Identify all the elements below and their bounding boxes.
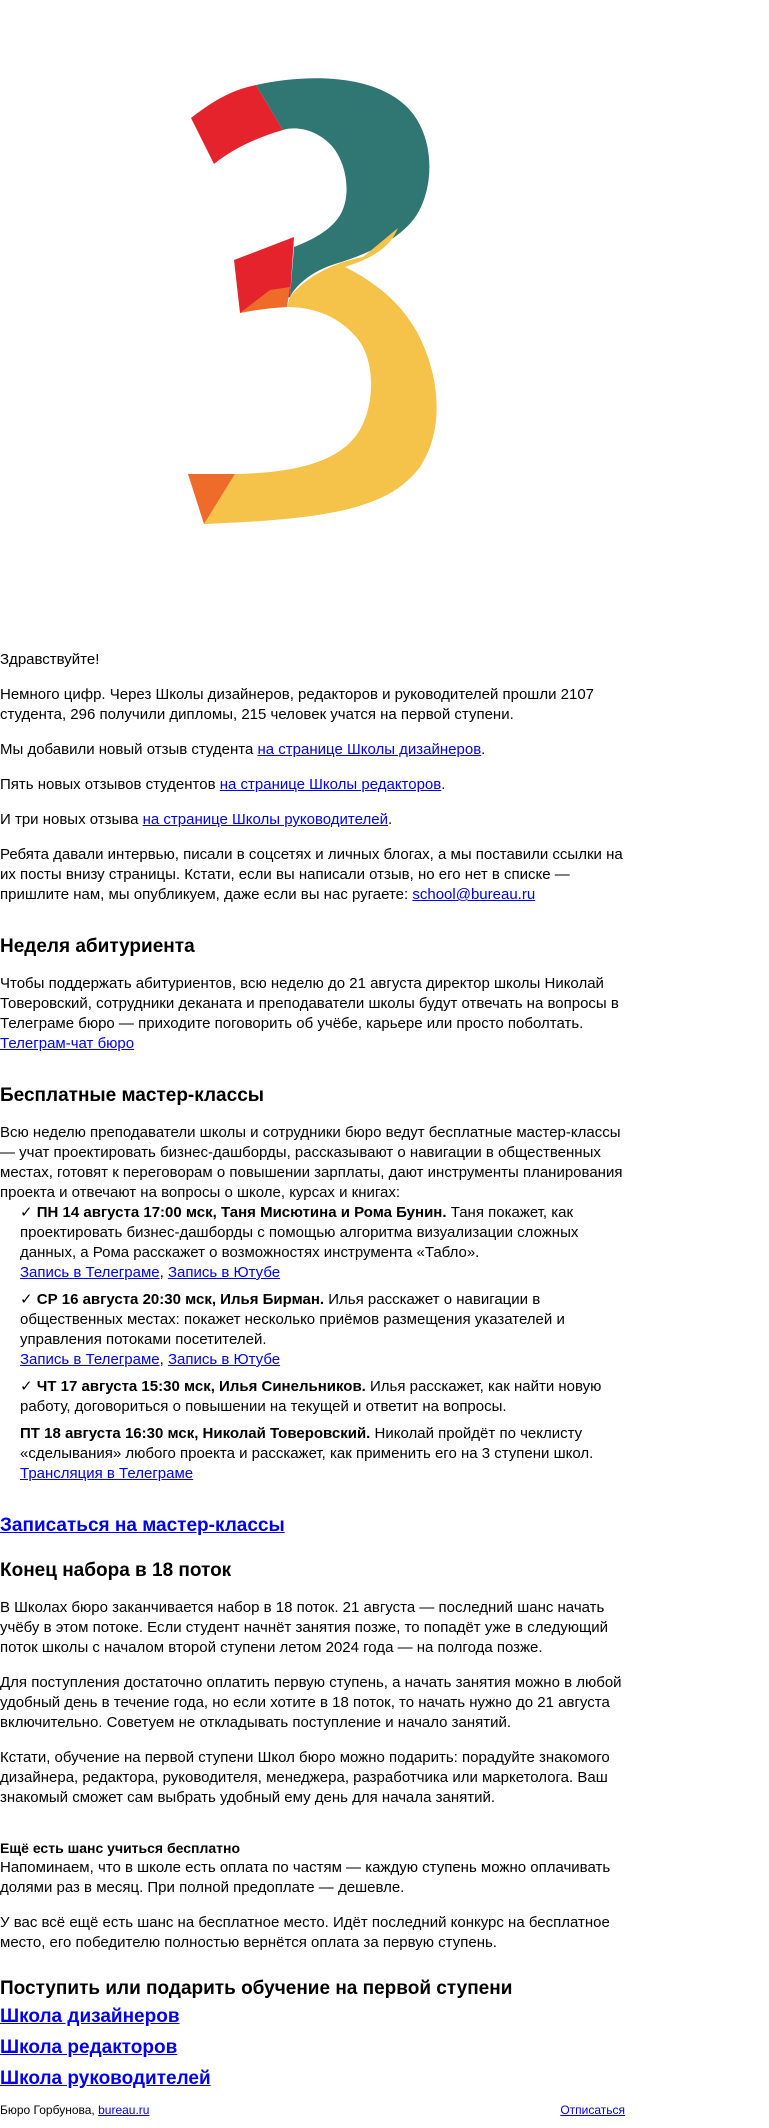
- enrollment-paragraph-2: Для поступления достаточно оплатить первую ступень, а начать занятия можно в любой удобный день в течение года, но если хотите в 18 поток, то начать нужно до 21 августа включительно. Советуем не откладывать поступление и начало занятий.: [0, 1674, 622, 1731]
- event-description: Илья расскажет о навигации в общественных местах: покажет несколько приёмов размещения указателей и управления потоками посетителей.: [20, 1291, 565, 1348]
- enrollment-title: Конец набора в 18 поток: [0, 1560, 232, 1581]
- event-description: Таня покажет, как проектировать бизнес-дашборды с помощью алгоритма визуализации сложных данных, а Рома расскажет о возможностях инструмента «Табло».: [20, 1204, 579, 1261]
- designers-school-page-link[interactable]: на странице Школы дизайнеров: [257, 741, 482, 758]
- review-managers: И три новых отзыва на странице Школы руководителей.: [0, 811, 393, 828]
- event-heading: ✓ ЧТ 17 августа 15:30 мск, Илья Синельников.: [20, 1378, 366, 1395]
- event-item: ✓ СР 16 августа 20:30 мск, Илья Бирман. Илья расскажет о навигации в общественных местах: покажет несколько приёмов размещения указателей и управления потоками посетителей. Запись в Телеграме, Запись в Ютубе: [20, 1291, 565, 1368]
- youtube-recording-link[interactable]: Запись в Ютубе: [167, 1264, 281, 1281]
- managers-school-page-link[interactable]: на странице Школы руководителей: [142, 811, 388, 828]
- cta-title: Поступить или подарить обучение на первой ступени: [0, 1978, 513, 1999]
- youtube-recording-link[interactable]: Запись в Ютубе: [167, 1351, 281, 1368]
- free-chance-title: Ещё есть шанс учиться бесплатно: [0, 1840, 241, 1856]
- masterclasses-intro: Всю неделю преподаватели школы и сотрудники бюро ведут бесплатные мастер-классы — учат проектировать бизнес-дашборды, рассказывают о навигации в общественных местах, готовят к переговорам о повышении зарплаты, дают инструменты планирования проекта и отвечают на вопросы о школе, курсах и книгах:: [0, 1124, 623, 1201]
- enrollment-paragraph-1: В Школах бюро заканчивается набор в 18 поток. 21 августа — последний шанс начать учёбу в этом потоке. Если студент начнёт занятия позже, то попадёт уже в следующий поток школы с началом второй ступени летом 2024 года — на полгода позже.: [0, 1599, 609, 1656]
- telegram-broadcast-link[interactable]: Трансляция в Телеграме: [20, 1465, 194, 1482]
- event-item: [20, 1424, 625, 1484]
- applicant-week-paragraph: Чтобы поддержать абитуриентов, всю неделю до 21 августа директор школы Николай Товеровский, сотрудники деканата и преподаватели школы будут отвечать на вопросы в Телеграме бюро — приходите поговорить об учёбе, карьере или просто поболтать. Телеграм-чат бюро: [0, 975, 619, 1052]
- event-item: ✓ ПН 14 августа 17:00 мск, Таня Мисютина и Рома Бунин. Таня покажет, как проектировать бизнес-дашборды с помощью алгоритма визуализации сложных данных, а Рома расскажет о возможностях инструмента «Табло». Запись в Телеграме, Запись в Ютубе: [20, 1204, 579, 1281]
- telegram-chat-link[interactable]: Телеграм-чат бюро: [0, 1035, 135, 1052]
- school-links: [0, 2001, 625, 2094]
- signup-masterclasses-heading: [0, 1514, 625, 1538]
- managers-school-link[interactable]: Школа руководителей: [0, 2068, 211, 2089]
- telegram-recording-link[interactable]: Запись в Телеграме: [20, 1351, 160, 1368]
- telegram-recording-link[interactable]: Запись в Телеграме: [20, 1264, 160, 1281]
- stats-paragraph: Немного цифр. Через Школы дизайнеров, редакторов и руководителей прошли 2107 студента, 296 получили дипломы, 215 человек учатся на первой ступени.: [0, 686, 595, 723]
- designers-school-link[interactable]: Школа дизайнеров: [0, 2006, 180, 2027]
- greeting: Здравствуйте!: [0, 651, 100, 668]
- unsubscribe-link[interactable]: Отписаться: [560, 2103, 625, 2117]
- event-description: Николай пройдёт по чеклисту «сделывания» любого проекта и расскажет, как применить его на 3 ступени школ.: [20, 1425, 594, 1462]
- event-description: Илья расскажет, как найти новую работу, договориться о повышении на текущей и ответит на вопросы.: [20, 1378, 602, 1415]
- event-item: [20, 1377, 625, 1417]
- footer-site-link[interactable]: bureau.ru: [98, 2103, 150, 2117]
- event-heading: ПТ 18 августа 16:30 мск, Николай Товеровский.: [20, 1425, 371, 1442]
- event-heading: ✓ ПН 14 августа 17:00 мск, Таня Мисютина и Рома Бунин.: [20, 1204, 447, 1221]
- editors-school-link[interactable]: Школа редакторов: [0, 2037, 178, 2058]
- review-designers: Мы добавили новый отзыв студента на странице Школы дизайнеров.: [0, 741, 486, 758]
- logo-number-3: [185, 77, 450, 537]
- masterclasses-title: Бесплатные мастер-классы: [0, 1085, 264, 1106]
- footer-company: Бюро Горбунова,: [0, 2103, 99, 2117]
- editors-school-page-link[interactable]: на странице Школы редакторов: [219, 776, 442, 793]
- event-heading: ✓ СР 16 августа 20:30 мск, Илья Бирман.: [20, 1291, 325, 1308]
- applicant-week-title: Неделя абитуриента: [0, 936, 195, 957]
- interviews-paragraph: Ребята давали интервью, писали в соцсетях и личных блогах, а мы поставили ссылки на их посты внизу страницы. Кстати, если вы написали отзыв, но его нет в списке — пришлите нам, мы опубликуем, даже если вы нас ругаете: school@bureau.ru: [0, 846, 623, 903]
- events-list: [20, 1203, 625, 1484]
- email-link[interactable]: school@bureau.ru: [412, 886, 536, 903]
- email-body: [0, 650, 625, 2094]
- enrollment-paragraph-3: Кстати, обучение на первой ступени Школ бюро можно подарить: порадуйте знакомого дизайнера, редактора, руководителя, менеджера, разработчика или маркетолога. Ваш знакомый сможет сам выбрать удобный ему день для начала занятий.: [0, 1749, 610, 1806]
- signup-masterclasses-link[interactable]: Записаться на мастер-классы: [0, 1515, 285, 1536]
- footer: [0, 2102, 625, 2118]
- free-chance-paragraph-1: Напоминаем, что в школе есть оплата по частям — каждую ступень можно оплачивать долями раз в месяц. При полной предоплате — дешевле.: [0, 1859, 611, 1896]
- free-chance-paragraph-2: У вас всё ещё есть шанс на бесплатное место. Идёт последний конкурс на бесплатное место, его победителю полностью вернётся оплата за первую ступень.: [0, 1914, 610, 1951]
- review-editors: Пять новых отзывов студентов на странице Школы редакторов.: [0, 776, 446, 793]
